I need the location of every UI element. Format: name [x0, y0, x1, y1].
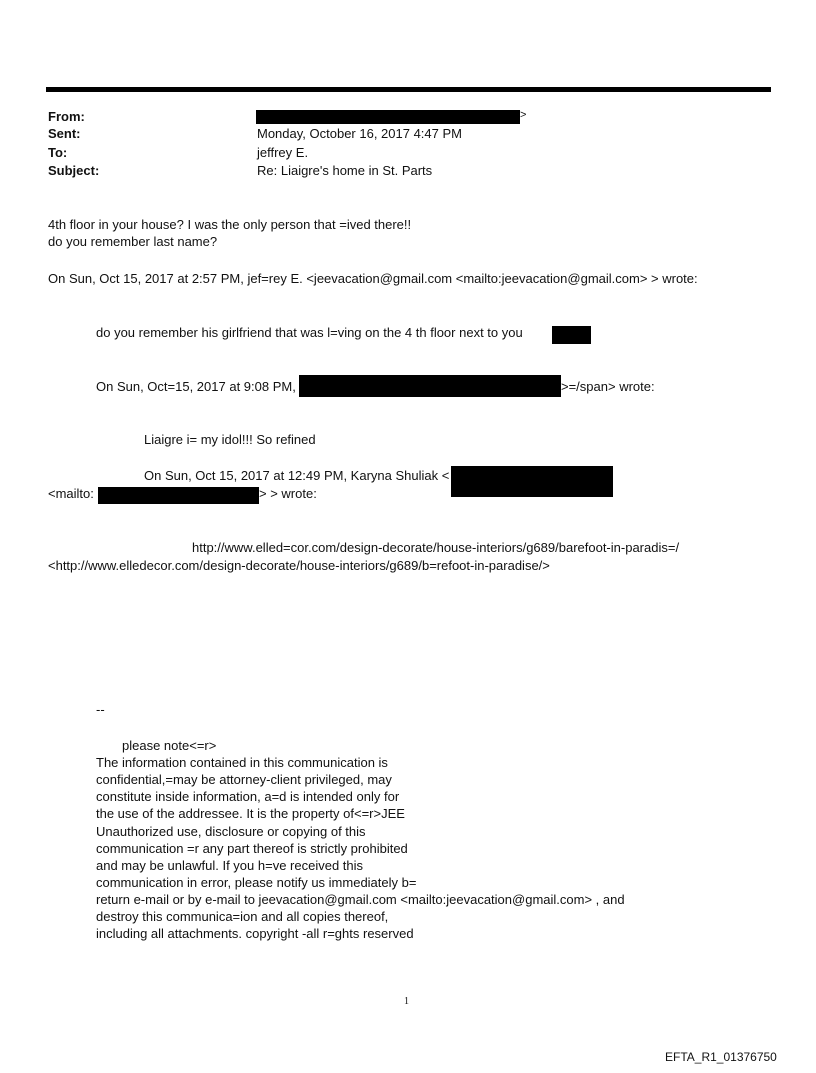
signature-line: destroy this communica=ion and all copies thereof, [96, 909, 389, 924]
signature-line: the use of the addressee. It is the property of<=r>JEE [96, 806, 405, 821]
quote3-email-redaction [451, 466, 613, 497]
message-line-1: 4th floor in your house? I was the only person that =ived there!! [48, 217, 412, 232]
signature-note: please note<=r> [122, 738, 217, 753]
from-redaction [256, 110, 520, 124]
sent-value: Monday, October 16, 2017 4:47 PM [257, 126, 462, 141]
to-label: To: [48, 145, 68, 160]
to-value: jeffrey E. [257, 145, 309, 160]
subject-value: Re: Liaigre's home in St. Parts [257, 163, 433, 178]
signature-line: and may be unlawful. If you h=ve received this [96, 858, 364, 873]
quote3-attribution-start: On Sun, Oct 15, 2017 at 12:49 PM, Karyna Shuliak < [144, 468, 450, 483]
signature-line: return e-mail or by e-mail to jeevacation@gmail.com <mailto:jeevacation@gmail.com> , and [96, 892, 625, 907]
quote3-mailto-redaction [98, 487, 259, 504]
quote2-attribution-start: On Sun, Oct=15, 2017 at 9:08 PM, [96, 379, 296, 394]
signature-separator: -- [96, 702, 105, 717]
header-rule [46, 87, 771, 92]
signature-line: communication in error, please notify us immediately b= [96, 875, 417, 890]
from-label: From: [48, 109, 85, 124]
signature-line: Unauthorized use, disclosure or copying of this [96, 824, 366, 839]
quote1-redaction [552, 326, 591, 344]
quote2-redaction [299, 375, 561, 397]
signature-line: constitute inside information, a=d is intended only for [96, 789, 400, 804]
from-suffix: > [520, 109, 527, 121]
sent-label: Sent: [48, 126, 81, 141]
quote1-body: do you remember his girlfriend that was l=ving on the 4 th floor next to you [96, 325, 523, 340]
quote3-mailto-prefix: <mailto: [48, 486, 94, 501]
signature-line: The information contained in this communication is [96, 755, 388, 770]
quote1-attribution: On Sun, Oct 15, 2017 at 2:57 PM, jef=rey E. <jeevacation@gmail.com <mailto:jeevacation@gmail.com> > wrote: [48, 271, 698, 286]
signature-line: including all attachments. copyright -all r=ghts reserved [96, 926, 414, 941]
quote2-attribution-end: >=/span> wrote: [561, 379, 655, 394]
message-line-2: do you remember last name? [48, 234, 218, 249]
link-line-2[interactable]: <http://www.elledecor.com/design-decorate/house-interiors/g689/b=refoot-in-paradise/> [48, 558, 550, 573]
page-number: 1 [404, 996, 409, 1007]
link-line-1[interactable]: http://www.elled=cor.com/design-decorate/house-interiors/g689/barefoot-in-paradis=/ [192, 540, 680, 555]
quote3-mailto-suffix: > > wrote: [259, 486, 317, 501]
signature-line: confidential,=may be attorney-client privileged, may [96, 772, 392, 787]
document-id: EFTA_R1_01376750 [665, 1050, 777, 1064]
quote2-body: Liaigre i= my idol!!! So refined [144, 432, 316, 447]
signature-line: communication =r any part thereof is strictly prohibited [96, 841, 408, 856]
subject-label: Subject: [48, 163, 100, 178]
